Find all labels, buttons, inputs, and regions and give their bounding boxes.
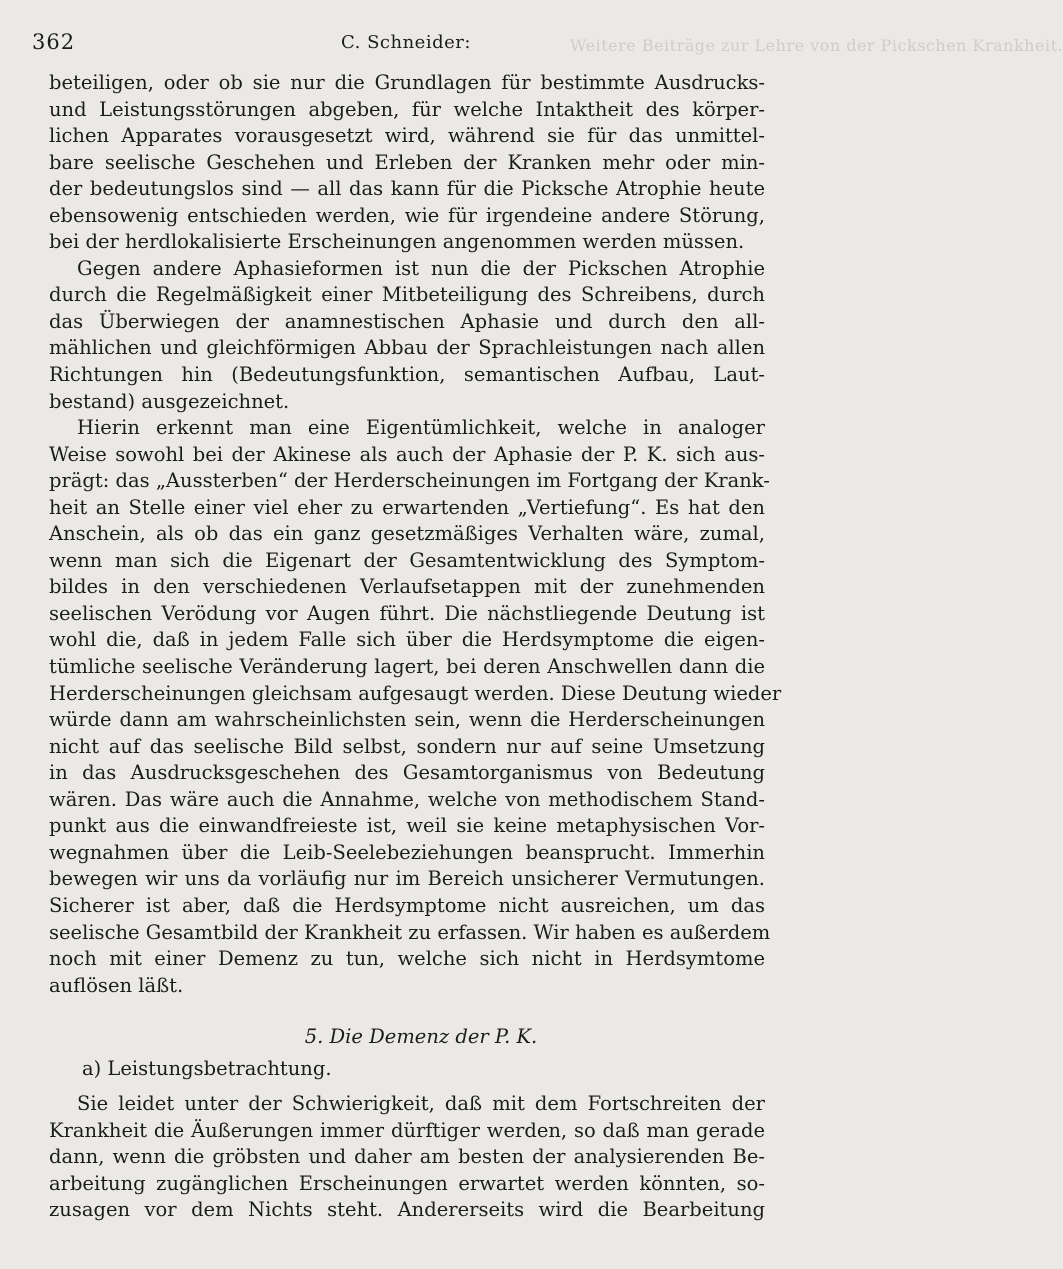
text-line: Herderscheinungen gleichsam aufgesaugt werden. Diese Deutung wieder [49,681,782,705]
text-line: bestand) ausgezeichnet. [49,389,290,413]
text-line: Krankheit die Äußerungen immer dürftiger werden, so daß man gerade [49,1118,765,1142]
text-line: Richtungen hin (Bedeutungsfunktion, semantischen Aufbau, Laut- [49,363,765,387]
text-line: heit an Stelle einer viel eher zu erwartenden „Vertiefung“. Es hat den [49,495,765,519]
text-line: Sicherer ist aber, daß die Herdsymptome nicht ausreichen, um das [49,893,765,917]
text-line: wenn man sich die Eigenart der Gesamtentwicklung des Symptom- [49,548,765,572]
text-line: und Leistungsstörungen abgeben, für welche Intaktheit des körper- [49,97,765,121]
body-text [49,70,782,1224]
text-line: auflösen läßt. [49,973,184,997]
text-line: tümliche seelische Veränderung lagert, bei deren Anschwellen dann die [49,655,765,679]
text-line: nicht auf das seelische Bild selbst, sondern nur auf seine Umsetzung [49,734,765,758]
text-line: punkt aus die einwandfreieste ist, weil sie keine metaphysischen Vor- [49,814,765,838]
text-line: würde dann am wahrscheinlichsten sein, wenn die Herderscheinungen [49,708,765,732]
text-line: Weise sowohl bei der Akinese als auch der Aphasie der P. K. sich aus- [49,442,765,466]
text-line: in das Ausdrucksgeschehen des Gesamtorganismus von Bedeutung [49,761,765,785]
text-line: prägt: das „Aussterben“ der Herderscheinungen im Fortgang der Krank- [49,469,770,493]
text-line: noch mit einer Demenz zu tun, welche sich nicht in Herdsymtome [49,947,765,971]
running-head: C. Schneider: [341,32,471,53]
text-line: Anschein, als ob das ein ganz gesetzmäßiges Verhalten wäre, zumal, [49,522,765,546]
text-line: Hierin erkennt man eine Eigentümlichkeit, welche in analoger [77,416,765,440]
text-line: bewegen wir uns da vorläufig nur im Bereich unsicherer Vermutungen. [49,867,765,891]
text-line: dann, wenn die gröbsten und daher am besten der analysierenden Be- [49,1145,765,1169]
text-line: Gegen andere Aphasieformen ist nun die der Pickschen Atrophie [77,256,765,280]
text-line: seelischen Verödung vor Augen führt. Die nächstliegende Deutung ist [49,601,765,625]
text-line: bei der herdlokalisierte Erscheinungen angenommen werden müssen. [49,230,745,254]
text-line: arbeitung zugänglichen Erscheinungen erwartet werden könnten, so- [49,1171,765,1195]
text-line: ebensowenig entschieden werden, wie für irgendeine andere Störung, [49,203,765,227]
section-heading: 5. Die Demenz der P. K. [304,1025,538,1049]
text-line: bildes in den verschiedenen Verlaufsetappen mit der zunehmenden [49,575,765,599]
text-line: mählichen und gleichförmigen Abbau der Sprachleistungen nach allen [49,336,765,360]
bleed-through-text: Weitere Beiträge zur Lehre von der Pickschen Krankheit. [570,36,1063,55]
text-line: lichen Apparates vorausgesetzt wird, während sie für das unmittel- [49,124,765,148]
text-line: bare seelische Geschehen und Erleben der Kranken mehr oder min- [49,150,765,174]
text-line: wegnahmen über die Leib-Seelebeziehungen beansprucht. Immerhin [49,840,765,864]
text-line: wohl die, daß in jedem Falle sich über die Herdsymptome die eigen- [49,628,765,652]
page-header [32,30,1063,64]
text-line: der bedeutungslos sind — all das kann für die Picksche Atrophie heute [49,177,765,201]
subsection-heading: a) Leistungsbetrachtung. [82,1056,332,1080]
text-line: durch die Regelmäßigkeit einer Mitbeteiligung des Schreibens, durch [49,283,765,307]
text-line: seelische Gesamtbild der Krankheit zu erfassen. Wir haben es außerdem [49,920,771,944]
text-line: das Überwiegen der anamnestischen Aphasie und durch den all- [49,309,765,333]
text-line: zusagen vor dem Nichts steht. Andererseits wird die Bearbeitung [49,1198,765,1222]
text-line: beteiligen, oder ob sie nur die Grundlagen für bestimmte Ausdrucks- [49,71,765,94]
text-line: wären. Das wäre auch die Annahme, welche von methodischem Stand- [49,787,765,811]
page-number: 362 [32,30,76,54]
spacer [49,1082,765,1091]
text-line: Sie leidet unter der Schwierigkeit, daß mit dem Fortschreiten der [77,1092,765,1116]
